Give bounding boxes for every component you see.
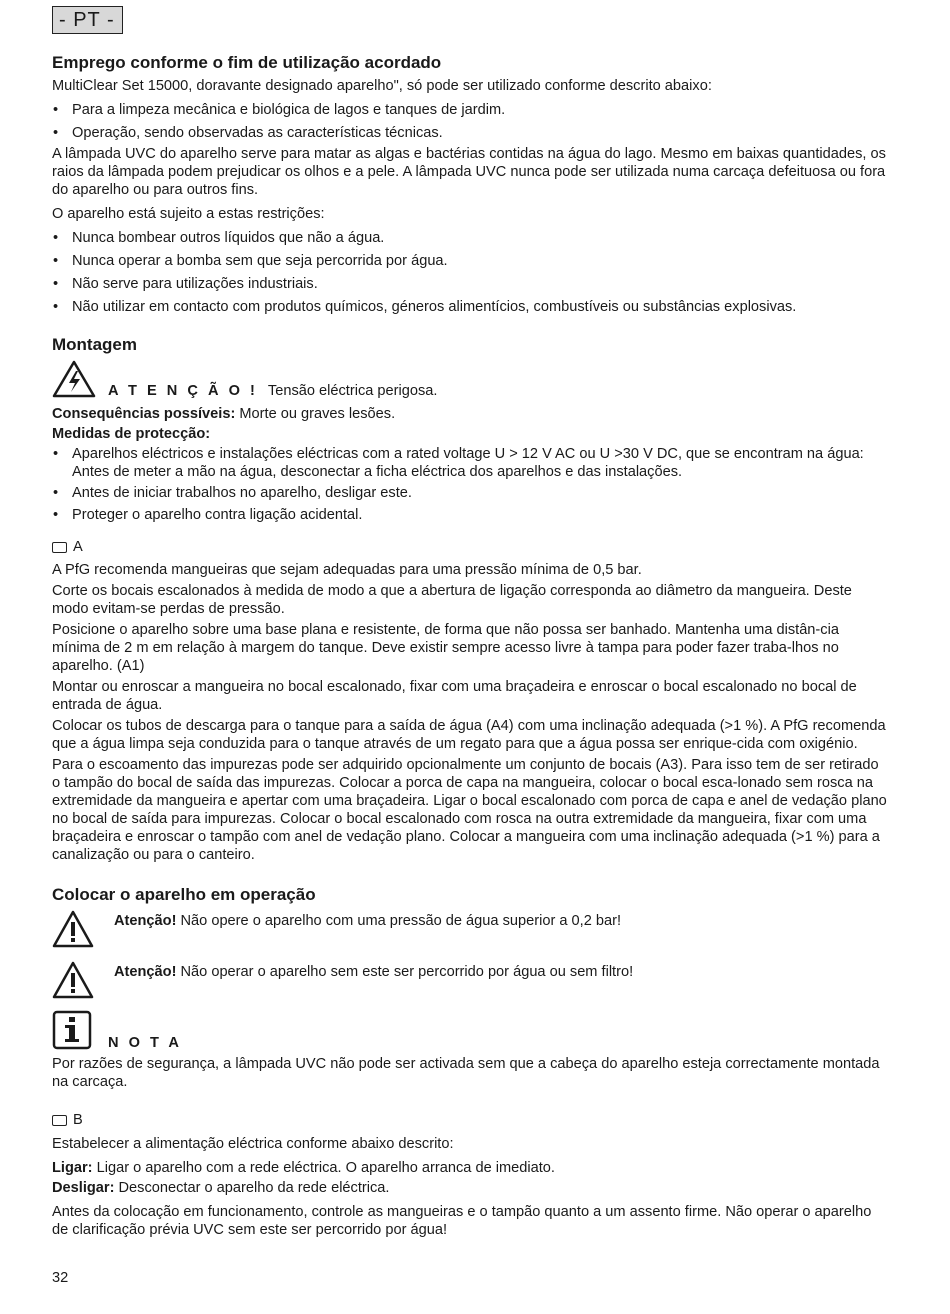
list-item: • Aparelhos eléctricos e instalações eléctricas com a rated voltage U > 12 V AC ou U >30 V DC, que se encontram na água: Antes de meter a mão na água, desconectar a ficha eléctrica dos aparelhos e das instalações.: [52, 445, 888, 481]
warning-label: A T E N Ç Ã O !: [108, 383, 258, 399]
warning-text: Não opere o aparelho com uma pressão de água superior a 0,2 bar!: [180, 913, 622, 929]
electric-warning-icon: [52, 360, 108, 403]
final-text: Antes da colocação em funcionamento, controle as mangueiras e o tampão quanto a um assento firme. Não operar o aparelho de clarificação prévia UVC sem este ser percorrido por água!: [52, 1204, 872, 1238]
paragraph: Montar ou enroscar a mangueira no bocal escalonado, fixar com uma braçadeira e enroscar o bocal escalonado no bocal de entrada de água.: [52, 679, 857, 713]
uvc-text: A lâmpada UVC do aparelho serve para matar as algas e bactérias contidas na água do lago. Mesmo em baixas quantidades, os raios da lâmpada podem prejudicar os olhos e a pele. A lâmpada UVC nunca pode ser utilizada numa carcaça defeituosa ou fora do aparelho ou para outros fins.: [52, 146, 886, 198]
list-item: • Para a limpeza mecânica e biológica de lagos e tanques de jardim.: [52, 101, 888, 119]
manual-page: [52, 6, 888, 1239]
caution-triangle-icon: [52, 910, 114, 953]
paragraph: Posicione o aparelho sobre uma base plana e resistente, de forma que não possa ser banhado. Mantenha uma distân-cia mínima de 2 m em relação à margem do tanque. Deve existir sempre acesso livre à tampa para poder fazer traba-lhos no aparelho. (A1): [52, 622, 839, 674]
list-item: • Nunca bombear outros líquidos que não a água.: [52, 229, 888, 247]
usage-list: [52, 101, 888, 142]
note-block: [52, 1010, 888, 1055]
switch-on-text: Ligar o aparelho com a rede eléctrica. O aparelho arranca de imediato.: [96, 1160, 555, 1176]
section-title-operation: Colocar o aparelho em operação: [52, 885, 316, 904]
consequences-label: Consequências possíveis:: [52, 406, 236, 422]
list-item: • Nunca operar a bomba sem que seja percorrida por água.: [52, 252, 888, 270]
info-icon: [52, 1010, 108, 1055]
switch-off-label: Desligar:: [52, 1180, 115, 1196]
warning-label: Atenção!: [114, 913, 177, 929]
warning-text: Tensão eléctrica perigosa.: [267, 383, 438, 399]
figure-ref-a: [52, 538, 888, 556]
section-title-montagem: Montagem: [52, 335, 137, 354]
language-label: - PT -: [52, 6, 123, 34]
section-title-intended-use: Emprego conforme o fim de utilização acordado: [52, 53, 442, 72]
switch-on: [52, 1159, 888, 1177]
note-label: N O T A: [108, 1035, 182, 1051]
page-number: 32: [52, 1270, 69, 1286]
list-item: • Não serve para utilizações industriais.: [52, 275, 888, 293]
figure-label: A: [73, 539, 83, 555]
language-tag: [52, 6, 888, 33]
intro-text: MultiClear Set 15000, doravante designado aparelho", só pode ser utilizado conforme descrito abaixo:: [52, 78, 712, 94]
consequences-text: Morte ou graves lesões.: [239, 406, 396, 422]
measures-label: Medidas de protecção:: [52, 426, 211, 442]
warning-label: Atenção!: [114, 964, 177, 980]
restrictions-list: [52, 229, 888, 316]
paragraph: Corte os bocais escalonados à medida de modo a que a abertura de ligação corresponda ao diâmetro da mangueira. Deste modo evitam-se perdas de pressão.: [52, 583, 852, 617]
switch-off: [52, 1179, 888, 1197]
switch-on-label: Ligar:: [52, 1160, 93, 1176]
consequences: [52, 405, 888, 423]
figure-label: B: [73, 1112, 83, 1128]
paragraph: Para o escoamento das impurezas pode ser adquirido opcionalmente um conjunto de bocais (A3). Para isso tem de ser retirado o tampão do bocal de saída das impurezas. Colocar a porca de capa na mangueira, colocar o bocal esca-lonado sem rosca na extremidade da mangueira e apertar com uma braçadeira. Ligar o bocal escalonado com porca de capa e anel de vedação plano no bocal de saída para impurezas. Colocar o bocal escalonado com rosca na outra extremidade da mangueira, fixar com uma braçadeira e enroscar o tampão com anel de vedação plano. Colocar a mangueira com uma inclinação adequada (>1 %) para a canalização ou para o canteiro.: [52, 757, 887, 863]
caution-warning-2: [52, 961, 888, 1004]
switch-off-text: Desconectar o aparelho da rede eléctrica.: [118, 1180, 390, 1196]
measures-list: [52, 445, 888, 524]
caution-warning-1: [52, 910, 888, 953]
electric-warning: [52, 360, 888, 403]
figure-ref-icon: [52, 1115, 67, 1126]
restrictions-intro: O aparelho está sujeito a estas restrições:: [52, 206, 325, 222]
paragraph: A PfG recomenda mangueiras que sejam adequadas para uma pressão mínima de 0,5 bar.: [52, 562, 642, 578]
list-item: • Não utilizar em contacto com produtos químicos, géneros alimentícios, combustíveis ou substâncias explosivas.: [52, 298, 888, 316]
list-item: • Antes de iniciar trabalhos no aparelho, desligar este.: [52, 484, 888, 502]
note-text: Por razões de segurança, a lâmpada UVC não pode ser activada sem que a cabeça do aparelho esteja correctamente montada na carcaça.: [52, 1056, 880, 1090]
warning-text: Não operar o aparelho sem este ser percorrido por água ou sem filtro!: [180, 964, 634, 980]
caution-triangle-icon: [52, 961, 114, 1004]
list-item: • Operação, sendo observadas as características técnicas.: [52, 124, 888, 142]
power-intro: Estabelecer a alimentação eléctrica conforme abaixo descrito:: [52, 1136, 454, 1152]
list-item: • Proteger o aparelho contra ligação acidental.: [52, 506, 888, 524]
figure-ref-b: [52, 1111, 888, 1129]
figure-ref-icon: [52, 542, 67, 553]
paragraph: Colocar os tubos de descarga para o tanque para a saída de água (A4) com uma inclinação adequada (>1 %). A PfG recomenda que a água limpa seja conduzida para o tanque através de um regato para que a água possa ser enrique-cida com oxigénio.: [52, 718, 886, 752]
